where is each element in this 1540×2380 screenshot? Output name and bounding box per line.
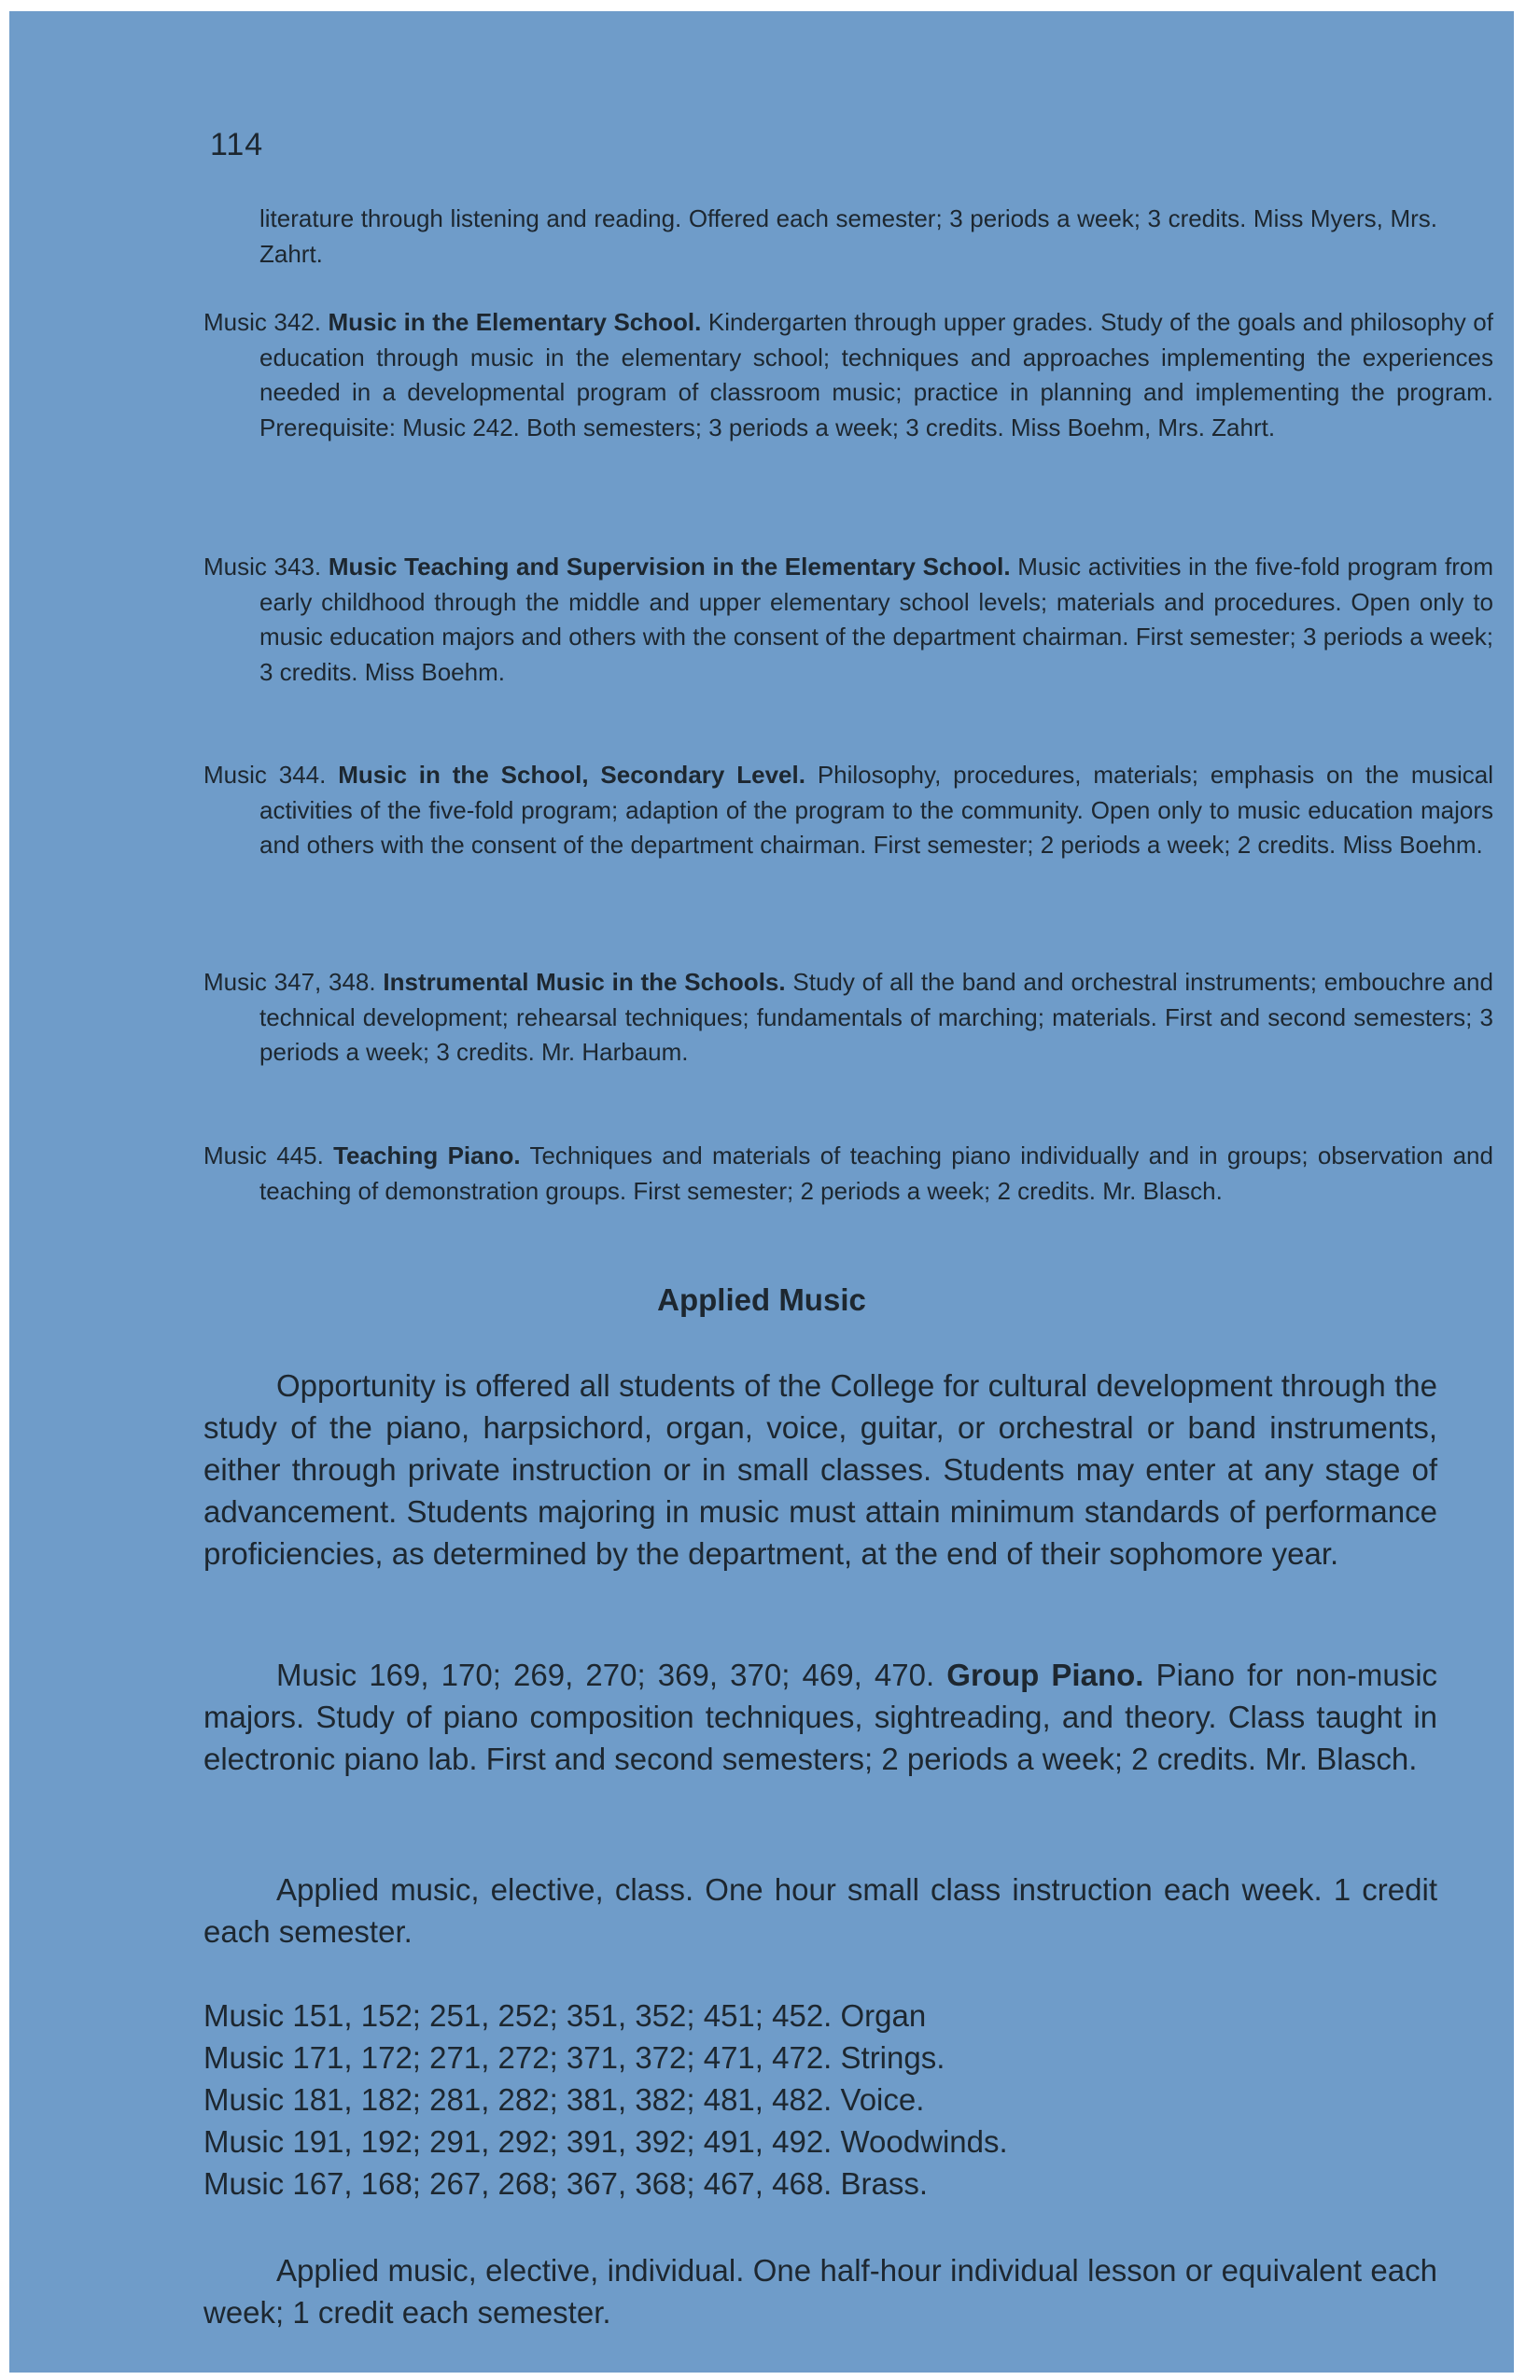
course-number: Music 342. xyxy=(203,308,321,336)
course-title: Group Piano. xyxy=(946,1658,1144,1692)
course-entry-music-343 xyxy=(203,550,1493,690)
applied-music-individual: Applied music, elective, individual. One half-hour individual lesson or equivalent each week; 1 credit each semester. xyxy=(203,2253,1437,2330)
course-number: Music 445. xyxy=(203,1141,324,1169)
list-item: Music 167, 168; 267, 268; 367, 368; 467, 468. Brass. xyxy=(203,2166,929,2201)
course-description: Kindergarten through upper grades. Study of the goals and philosophy of education through music in the elementary school; techniques and approaches implementing the experiences needed in a developmental program of classroom music; practice in planning and implementing the program. Prerequisite: Music 242. Both semesters; 3 periods a week; 3 credits. Miss Boehm, Mrs. Zahrt. xyxy=(259,308,1493,441)
course-description: Piano for non-music majors. Study of piano composition techniques, sightreading, and theory. Class taught in electronic piano lab. First and second semesters; 2 periods a week; 2 credits. Mr. Blasch. xyxy=(203,1658,1438,1776)
course-description: Music activities in the five-fold program from early childhood through the middle and upper elementary school levels; materials and procedures. Open only to music education majors and others with the consent of the department chairman. First semester; 3 periods a week; 3 credits. Miss Boehm. xyxy=(259,553,1493,686)
course-number: Music 344. xyxy=(203,761,327,789)
course-entry-group-piano xyxy=(203,1654,1437,1780)
course-entry-music-344 xyxy=(203,758,1493,863)
course-title: Music in the Elementary School. xyxy=(328,308,702,336)
catalog-page xyxy=(9,11,1514,2373)
course-entry-music-347-348 xyxy=(203,965,1493,1071)
course-title: Teaching Piano. xyxy=(333,1141,521,1169)
course-entry-music-342 xyxy=(203,305,1493,445)
course-title: Music in the School, Secondary Level. xyxy=(338,761,805,789)
course-continuation xyxy=(259,202,1437,272)
course-number: Music 169, 170; 269, 270; 369, 370; 469, 470. xyxy=(276,1658,935,1692)
list-item: Music 171, 172; 271, 272; 371, 372; 471, 472. Strings. xyxy=(203,2040,945,2075)
course-entry-music-445 xyxy=(203,1139,1493,1209)
course-description: Philosophy, procedures, materials; emphasis on the musical activities of the five-fold program; adaption of the program to the community. Open only to music education majors and others with the consent of the department chairman. First semester; 2 periods a week; 2 credits. Miss Boehm. xyxy=(259,761,1493,859)
applied-music-class: Applied music, elective, class. One hour small class instruction each week. 1 credit each semester. xyxy=(203,1872,1437,1949)
course-number: Music 343. xyxy=(203,553,322,581)
applied-music-course-list xyxy=(203,1995,1008,2205)
course-description: Techniques and materials of teaching piano individually and in groups; observation and teaching of demonstration groups. First semester; 2 periods a week; 2 credits. Mr. Blasch. xyxy=(259,1141,1493,1205)
list-item: Music 191, 192; 291, 292; 391, 392; 491, 492. Woodwinds. xyxy=(203,2124,1008,2159)
applied-music-intro: Opportunity is offered all students of the College for cultural development through the study of the piano, harpsichord, organ, voice, guitar, or orchestral or band instruments, either through private instruction or in small classes. Students may enter at any stage of advancement. Students majoring in music must attain minimum standards of performance proficiencies, as determined by the department, at the end of their sophomore year. xyxy=(203,1368,1437,1571)
list-item: Music 181, 182; 281, 282; 381, 382; 481, 482. Voice. xyxy=(203,2082,925,2117)
page-number: 114 xyxy=(210,127,264,162)
course-title: Instrumental Music in the Schools. xyxy=(383,968,786,996)
course-description: Study of all the band and orchestral instruments; embouchre and technical development; rehearsal techniques; fundamentals of marching; materials. First and second semesters; 3 periods a week; 3 credits. Mr. Harbaum. xyxy=(259,968,1493,1066)
course-number: Music 347, 348. xyxy=(203,968,376,996)
section-heading-applied-music: Applied Music xyxy=(657,1282,866,1317)
course-description: literature through listening and reading. Offered each semester; 3 periods a week; 3 credits. Miss Myers, Mrs. Zahrt. xyxy=(259,204,1437,268)
course-title: Music Teaching and Supervision in the Elementary School. xyxy=(328,553,1011,581)
list-item: Music 151, 152; 251, 252; 351, 352; 451; 452. Organ xyxy=(203,1998,927,2033)
